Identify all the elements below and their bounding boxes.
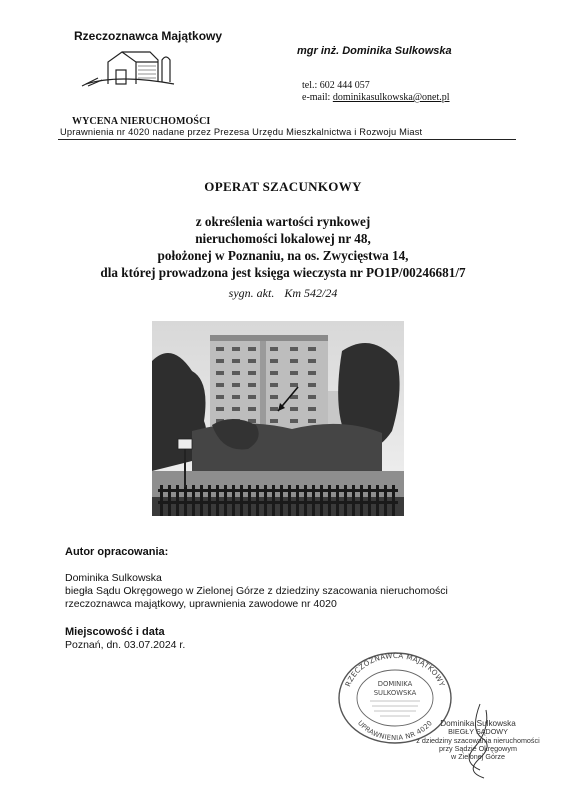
email-label: e-mail:: [302, 92, 331, 103]
subtitle-line: dla której prowadzona jest księga wieczysta nr PO1P/00246681/7: [100, 265, 466, 280]
signature-line: Dominika Sulkowska: [440, 719, 516, 728]
author-heading: Autor opracowania:: [65, 546, 169, 558]
document-title: OPERAT SZACUNKOWY: [204, 179, 362, 194]
signature-line: z dziedziny szacowania nieruchomości: [416, 735, 540, 745]
signature-line: przy Sądzie Okręgowym: [439, 743, 517, 753]
author-name: Dominika Sulkowska: [65, 572, 162, 584]
author-court: biegła Sądu Okręgowego w Zielonej Górze z dziedziny szacowania nieruchomości: [65, 585, 448, 597]
header-divider: [58, 139, 516, 140]
firm-name: Rzeczoznawca Majątkowy: [74, 29, 223, 43]
case-reference-value: Km 542/24: [284, 286, 338, 300]
email-line: [302, 92, 450, 103]
court-expert-signature: [408, 720, 548, 761]
stamp-name-1: DOMINIKA: [377, 680, 413, 688]
stamp-ring-top: RZECZOZNAWCA MAJĄTKOWY: [343, 650, 447, 688]
license-line: Uprawnienia nr 4020 nadane przez Prezesa Urzędu Mieszkalnictwa i Rozwoju Miast: [60, 127, 423, 137]
place-date-value: Poznań, dn. 03.07.2024 r.: [65, 639, 186, 651]
signature-line: BIEGŁY SĄDOWY: [448, 727, 508, 737]
author-license: rzeczoznawca majątkowy, uprawnienia zawodowe nr 4020: [65, 598, 337, 610]
building-photo: [152, 321, 404, 516]
appraiser-name: mgr inż. Dominika Sulkowska: [297, 45, 452, 57]
subtitle-line: z określenia wartości rynkowej: [195, 214, 371, 229]
email-link[interactable]: dominikasulkowska@onet.pl: [332, 92, 450, 103]
stamp-name-2: SULKOWSKA: [373, 689, 417, 697]
case-reference-label: sygn. akt.: [228, 286, 275, 300]
signature-line: w Zielonej Górze: [451, 752, 505, 762]
service-heading: WYCENA NIERUCHOMOŚCI: [72, 116, 211, 127]
document-subtitle: [0, 213, 566, 281]
subtitle-line: położonej w Poznaniu, na os. Zwycięstwa 14,: [157, 248, 409, 263]
place-date-heading: Miejscowość i data: [65, 626, 165, 638]
case-reference: [0, 286, 566, 301]
subtitle-line: nieruchomości lokalowej nr 48,: [195, 231, 371, 246]
phone-number: tel.: 602 444 057: [302, 80, 370, 91]
farm-logo-icon: [78, 44, 178, 88]
stamp-ring-bottom: UPRAWNIENIA NR 4020: [355, 719, 435, 743]
